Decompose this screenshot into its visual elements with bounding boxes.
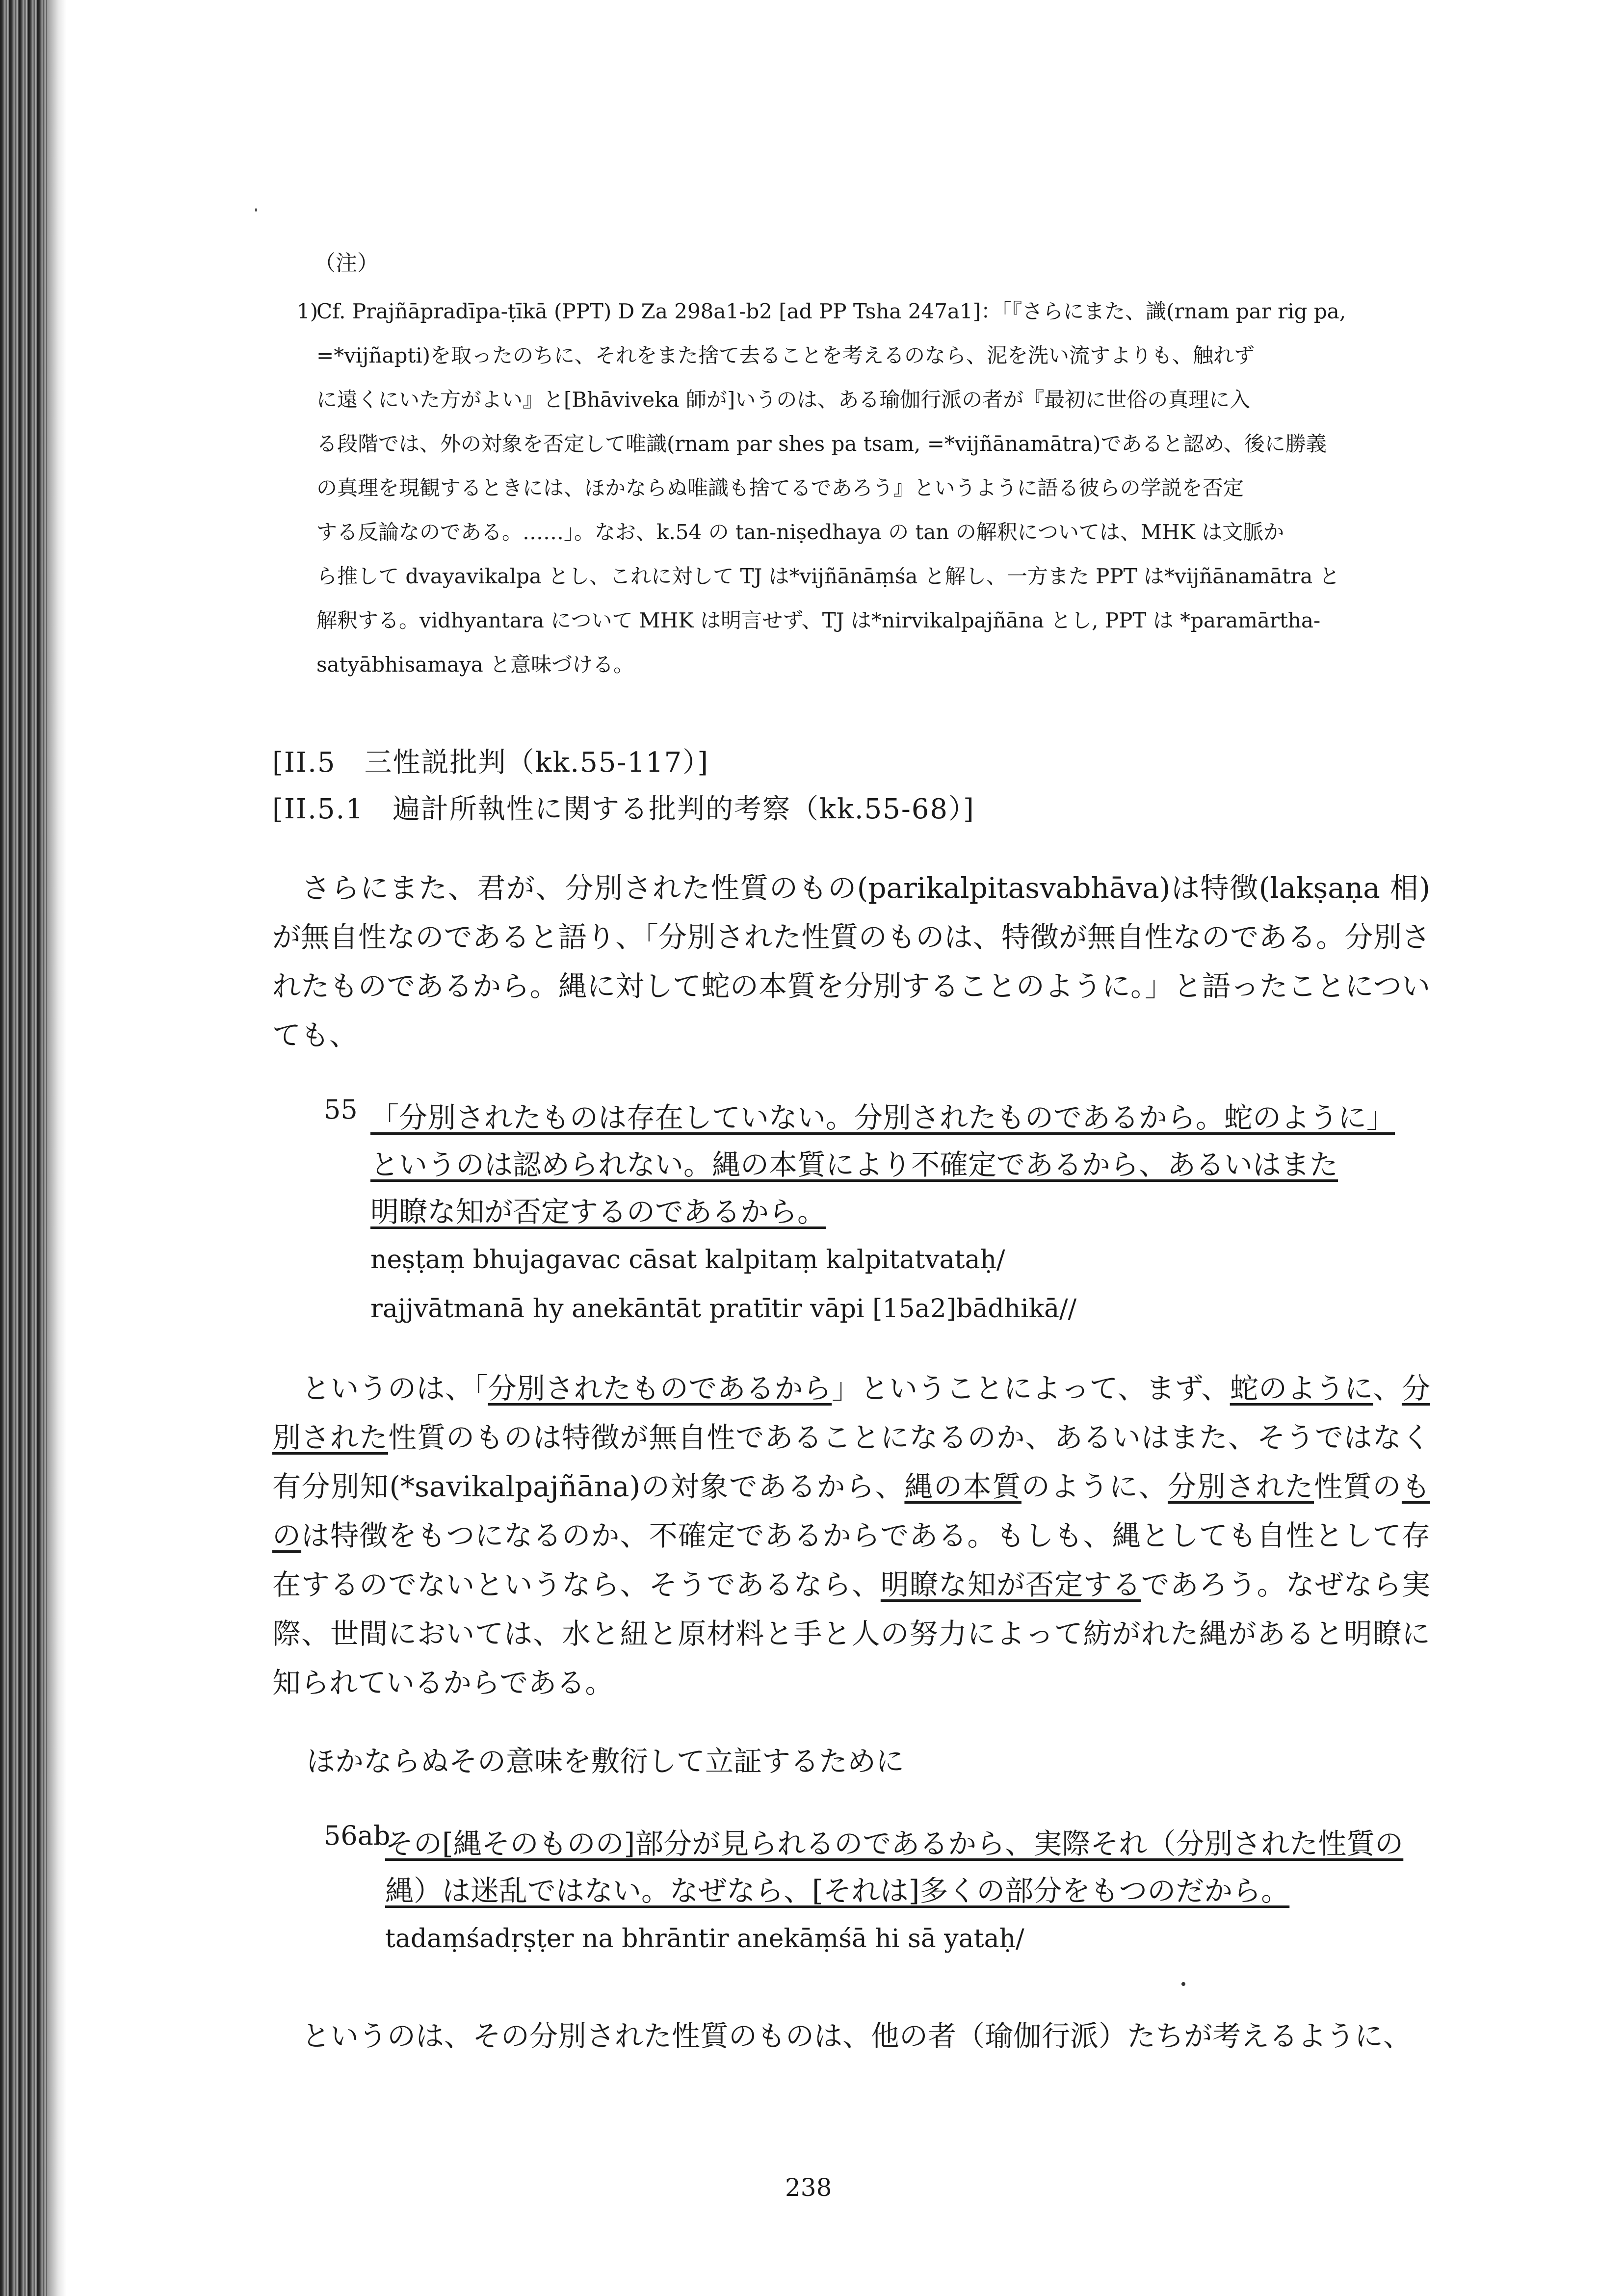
underlined-phrase: 明瞭な知が否定する — [880, 1568, 1141, 1601]
paragraph-continuation: というのは、その分別された性質のものは、他の者（瑜伽行派）たちが考えるように、 — [302, 2019, 1412, 2053]
sanskrit-line: neṣṭaṃ bhujagavac cāsat kalpitaṃ kalpitatvataḥ/ — [370, 1245, 1005, 1275]
verse-56ab — [324, 1820, 1438, 1963]
paragraph-transition: ほかならぬその意味を敷衍して立証するために — [307, 1745, 905, 1778]
text-run: 」ということによって、まず、 — [832, 1372, 1230, 1405]
footnote-line: =*vijñapti)を取ったのちに、それをまた捨て去ることを考えるのなら、泥を洗い流すよりも、触れず — [316, 343, 1255, 367]
scan-binding-edge — [0, 0, 47, 2296]
paragraph-intro: さらにまた、君が、分別された性質のもの(parikalpitasvabhāva)は特徴(lakṣaṇa 相)が無自性なのであると語り、「分別された性質のものは、特徴が無自性なのである。分別されたものであるから。縄に対して蛇の本質を分別することのように。」と語ったことについても、 — [272, 871, 1430, 1052]
underlined-phrase: 蛇のように — [1230, 1372, 1373, 1405]
underlined-phrase: 分別されたものであるから — [488, 1372, 832, 1405]
verse-line: 「分別されたものは存在していない。分別されたものであるから。蛇のように」 — [370, 1101, 1395, 1134]
text-run: は特徴をもつになるのか、不確定であるからである。もしも、縄としても自性として存在するのでないというなら、そうであるなら、 — [272, 1519, 1430, 1601]
subsection-heading: [II.5.1 遍計所執性に関する批判的考察（kk.55-68）] — [272, 793, 975, 825]
note-heading: （注） — [314, 251, 379, 276]
section-heading: [II.5 三性説批判（kk.55-117）] — [272, 747, 709, 779]
verse-55 — [324, 1094, 1438, 1333]
verse-line: 縄）は迷乱ではない。なぜなら、[それは]多くの部分をもつのだから。 — [385, 1874, 1290, 1907]
footnote-line: satyābhisamaya と意味づける。 — [316, 652, 634, 677]
text-run: 性質の — [1314, 1470, 1402, 1503]
verse-number: 56ab — [324, 1820, 391, 1851]
text-run: というのは、「 — [302, 1372, 488, 1405]
footnote-line: する反論なのである。……」。なお、k.54 の tan-niṣedhaya の tan の解釈については、MHK は文脈か — [316, 520, 1284, 544]
footnote-number: 1) — [297, 299, 318, 323]
footnote-1 — [297, 289, 1440, 687]
verse-line: というのは認められない。縄の本質により不確定であるから、あるいはまた — [370, 1148, 1338, 1181]
text-run: 、 — [1373, 1372, 1402, 1405]
page-number: 238 — [785, 2173, 832, 2202]
underlined-phrase: もの — [272, 1470, 1430, 1552]
text-run: であろう。なぜなら実際、世間においては、水と紐と原材料と手と人の努力によって紡がれた縄があると明瞭に知られているからである。 — [272, 1568, 1430, 1699]
underlined-phrase: 分別された — [272, 1372, 1430, 1454]
footnote-line: る段階では、外の対象を否定して唯識(rnam par shes pa tsam, =*vijñānamātra)であると認め、後に勝義 — [316, 432, 1327, 456]
verse-line: 明瞭な知が否定するのであるから。 — [370, 1195, 826, 1228]
paragraph-commentary — [272, 1364, 1430, 1707]
scan-shadow — [47, 0, 66, 2296]
underlined-phrase: 縄の本質 — [904, 1470, 1022, 1503]
footnote-line: Cf. Prajñāpradīpa-ṭīkā (PPT) D Za 298a1-b2 [ad PP Tsha 247a1]：「『さらにまた、識(rnam par rig pa, — [316, 299, 1346, 323]
text-run: 性質のものは特徴が無自性であることになるのか、あるいはまた、そうではなく有分別知(*savikalpajñāna)の対象であるから、 — [272, 1421, 1430, 1503]
text-run: のように、 — [1021, 1470, 1168, 1503]
verse-number: 55 — [324, 1094, 358, 1125]
verse-line: その[縄そのものの]部分が見られるのであるから、実際それ（分別された性質の — [385, 1827, 1404, 1860]
sanskrit-line: rajjvātmanā hy anekāntāt pratītir vāpi [15a2]bādhikā// — [370, 1294, 1077, 1324]
scan-speck — [1181, 1982, 1185, 1986]
footnote-line: の真理を現観するときには、ほかならぬ唯識も捨てるであろう』というように語る彼らの学説を否定 — [316, 476, 1244, 500]
sanskrit-line: tadaṃśadṛṣṭer na bhrāntir anekāṃśā hi sā yataḥ/ — [385, 1924, 1024, 1954]
footnote-line: ら推して dvayavikalpa とし、これに対して TJ は*vijñānāṃśa と解し、一方また PPT は*vijñānamātra と — [316, 564, 1340, 588]
footnote-line: 解釈する。vidhyantara について MHK は明言せず、TJ は*nirvikalpajñāna とし, PPT は *paramārtha- — [316, 608, 1321, 632]
footnote-line: に遠くにいた方がよい』と[Bhāviveka 師が]いうのは、ある瑜伽行派の者が『最初に世俗の真理に入 — [316, 388, 1251, 412]
underlined-phrase: 分別された — [1168, 1470, 1314, 1503]
scan-speck — [255, 209, 257, 211]
